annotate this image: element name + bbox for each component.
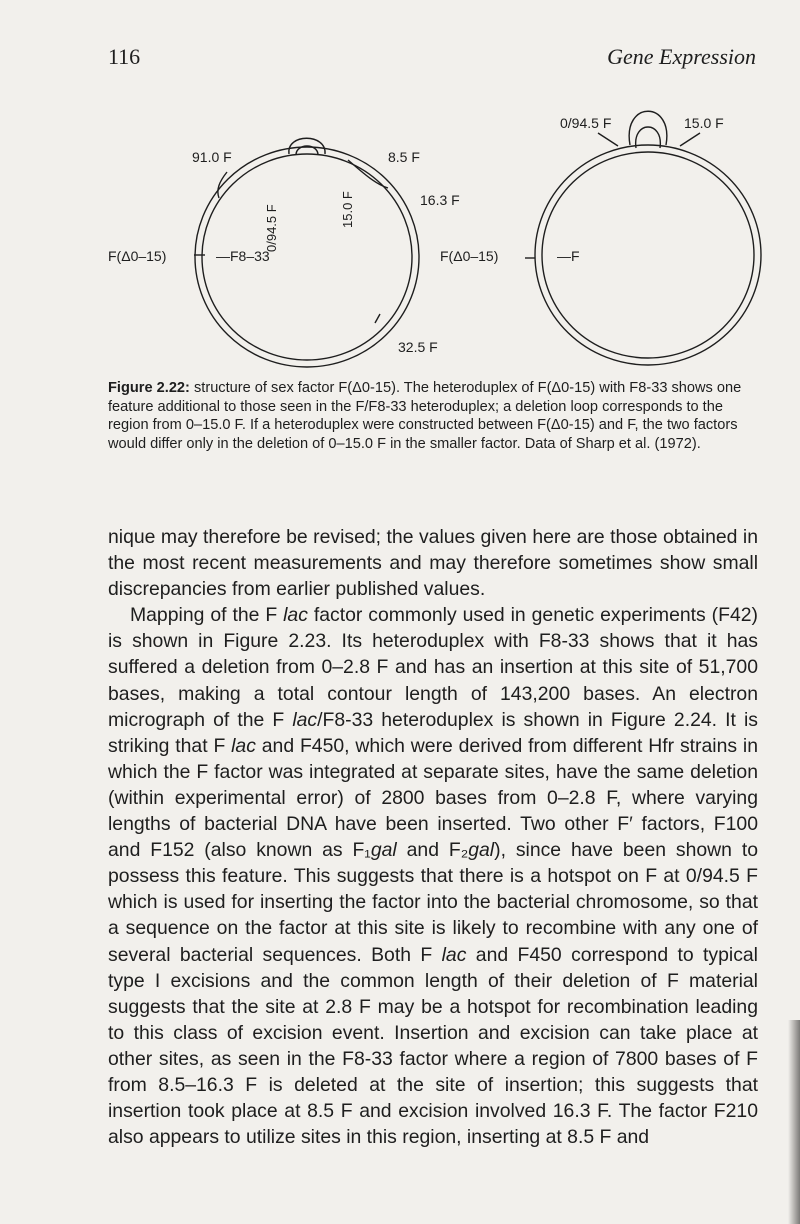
page-edge-shadow (788, 1020, 800, 1224)
text-run: /F8-33 heteroduplex is shown in Figure 2.24. It is striking that F (108, 708, 759, 757)
label-inner-0-94-5-f: 0/94.5 F (264, 204, 279, 252)
italic-lac: lac (292, 708, 318, 731)
label-right-0-94-5-f: 0/94.5 F (560, 115, 612, 131)
text-run: Mapping of the F (130, 604, 284, 627)
italic-lac: lac (441, 943, 467, 966)
label-91-0-f: 91.0 F (192, 149, 232, 165)
right-heteroduplex-diagram (525, 111, 761, 365)
text-run: factor commonly used in genetic experiments (F42) is shown in Figure 2.23. Its heteroduplex with F8-33 shows that it has suffered a deletion from 0–2.8 F and has an insertion at this site of 51,700 bases, making a total contour length of 143,200 bases. An electron micrograph of the F (108, 604, 758, 731)
text-run: and F450 correspond to typical type I excisions and the common length of their deletion of F material suggests that the site at 2.8 F may be a hotspot for recombination leading to this class of excision event. Insertion and excision can take place at other sites, as seen in the F8-33 factor where a region of 7800 bases of F from 8.5–16.3 F is deleted at the site of insertion; this suggests that insertion took place at 8.5 F and excision involved 16.3 F. The factor F210 also appears to utilize sites in this region, inserting at 8.5 F and (108, 943, 758, 1149)
italic-gal: gal (370, 839, 397, 862)
figure-2-22 (0, 0, 800, 380)
label-f8-33: —F8–33 (216, 248, 270, 264)
page-number: 116 (108, 44, 141, 69)
label-f-right: —F (557, 248, 580, 264)
paragraph-1: nique may therefore be revised; the values given here are those obtained in the most recent measurements and may therefore sometimes show small discrepancies from earlier published values. (108, 526, 758, 601)
label-32-5-f: 32.5 F (398, 339, 438, 355)
right-label-leader-right (680, 133, 700, 146)
label-8-5-f: 8.5 F (388, 149, 420, 165)
italic-gal: gal (468, 839, 495, 862)
body-text (108, 524, 758, 1150)
label-f-deletion-right: F(Δ0–15) (440, 248, 499, 264)
right-top-loop (629, 111, 667, 145)
text-run: ), since have been shown to possess this feature. This suggests that there is a hotspot on F at 0/94.5 F which is used for inserting the factor into the bacterial chromosome, so that a sequence on the factor at this site is likely to recombine with any one of several bacterial sequences. Both F (108, 839, 758, 966)
label-f-deletion-left: F(Δ0–15) (108, 248, 167, 264)
text-run: and F₂ (396, 839, 469, 862)
right-label-leader-left (598, 133, 618, 146)
label-16-3-f: 16.3 F (420, 192, 460, 208)
italic-lac: lac (283, 604, 308, 627)
running-title: Gene Expression (607, 44, 756, 69)
figure-caption (108, 379, 758, 453)
left-bottom-mark (375, 314, 380, 323)
label-right-15-0-f: 15.0 F (684, 115, 724, 131)
caption-label: Figure 2.22: (108, 380, 190, 396)
italic-lac: lac (231, 734, 256, 757)
paragraph-2 (108, 602, 758, 1150)
caption-text: structure of sex factor F(Δ0-15). The heteroduplex of F(Δ0-15) with F8-33 shows one feature additional to those seen in the F/F8-33 heteroduplex; a deletion loop corresponds to the region from 0–15.0 F. If a heteroduplex were constructed between F(Δ0-15) and F, the two factors would differ only in the deletion of 0–15.0 F in the smaller factor. Data of Sharp et al. (1972). (108, 380, 742, 452)
text-run: and F450, which were derived from different Hfr strains in which the F factor was integrated at separate sites, have the same deletion (within experimental error) of 2800 bases from 0–2.8 F, where varying lengths of bacterial DNA have been inserted. Two other F′ factors, F100 and F152 (also known as F₁ (108, 734, 758, 862)
label-inner-15-0-f: 15.0 F (340, 191, 355, 228)
